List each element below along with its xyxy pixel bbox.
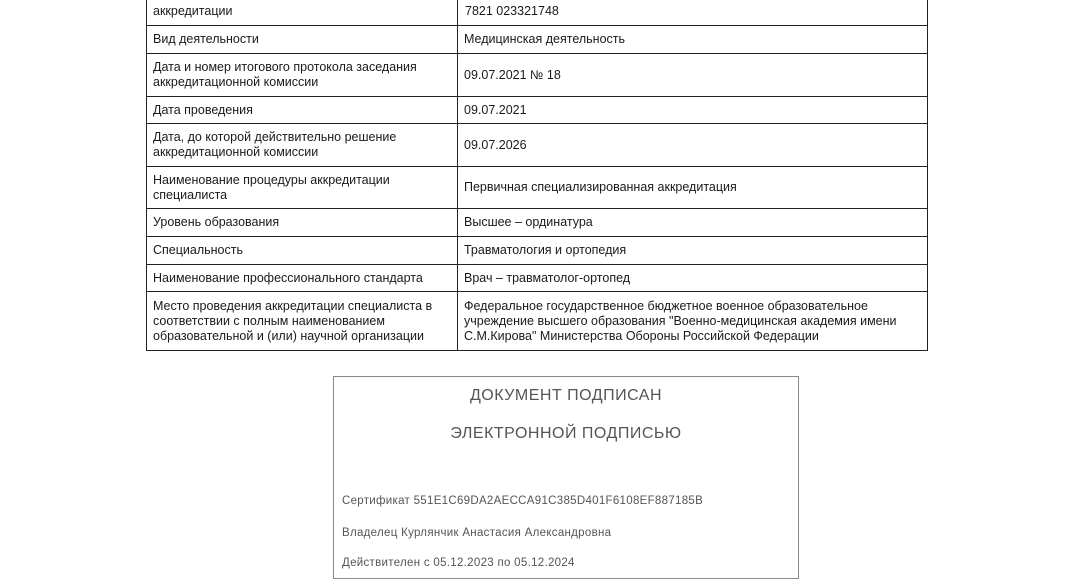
certificate-validity: Действителен с 05.12.2023 по 05.12.2024 <box>342 557 575 569</box>
row-value: Медицинская деятельность <box>458 26 928 54</box>
accreditation-table-container <box>146 0 927 351</box>
row-label: Вид деятельности <box>147 26 458 54</box>
table-row <box>147 265 928 292</box>
row-value: Врач – травматолог-ортопед <box>458 265 928 292</box>
certificate-owner: Владелец Курлянчик Анастасия Александровна <box>342 527 612 539</box>
row-value: 09.07.2021 № 18 <box>458 54 928 97</box>
table-row <box>147 292 928 351</box>
row-value: Травматология и ортопедия <box>458 237 928 265</box>
electronic-signature-stamp <box>333 376 799 579</box>
stamp-title-line2: ЭЛЕКТРОННОЙ ПОДПИСЬЮ <box>450 425 682 442</box>
accreditation-table <box>146 0 928 351</box>
table-row <box>147 209 928 237</box>
row-label: аккредитации <box>147 0 458 26</box>
row-label: Дата проведения <box>147 97 458 124</box>
table-row <box>147 54 928 97</box>
row-label: Место проведения аккредитации специалиста в соответствии с полным наименованием образовательной и (или) научной организации <box>147 292 458 351</box>
row-label: Дата, до которой действительно решение аккредитационной комиссии <box>147 124 458 167</box>
table-row <box>147 124 928 167</box>
table-row <box>147 97 928 124</box>
row-value: 09.07.2021 <box>458 97 928 124</box>
row-label: Наименование профессионального стандарта <box>147 265 458 292</box>
table-row <box>147 167 928 209</box>
row-value: Первичная специализированная аккредитация <box>458 167 928 209</box>
row-label: Наименование процедуры аккредитации специалиста <box>147 167 458 209</box>
row-value: 09.07.2026 <box>458 124 928 167</box>
row-label: Уровень образования <box>147 209 458 237</box>
certificate-number: Сертификат 551E1C69DA2AECCA91C385D401F6108EF887185B <box>342 495 704 507</box>
table-row <box>147 26 928 54</box>
row-value: 7821 023321748 <box>458 0 928 26</box>
stamp-title-line1: ДОКУМЕНТ ПОДПИСАН <box>469 387 663 404</box>
row-label: Специальность <box>147 237 458 265</box>
row-label: Дата и номер итогового протокола заседания аккредитационной комиссии <box>147 54 458 97</box>
row-value: Высшее – ординатура <box>458 209 928 237</box>
row-value: Федеральное государственное бюджетное военное образовательное учреждение высшего образования "Военно-медицинская академия имени С.М.Кирова" Министерства Обороны Российской Федерации <box>458 292 928 351</box>
table-row <box>147 0 928 26</box>
table-row <box>147 237 928 265</box>
